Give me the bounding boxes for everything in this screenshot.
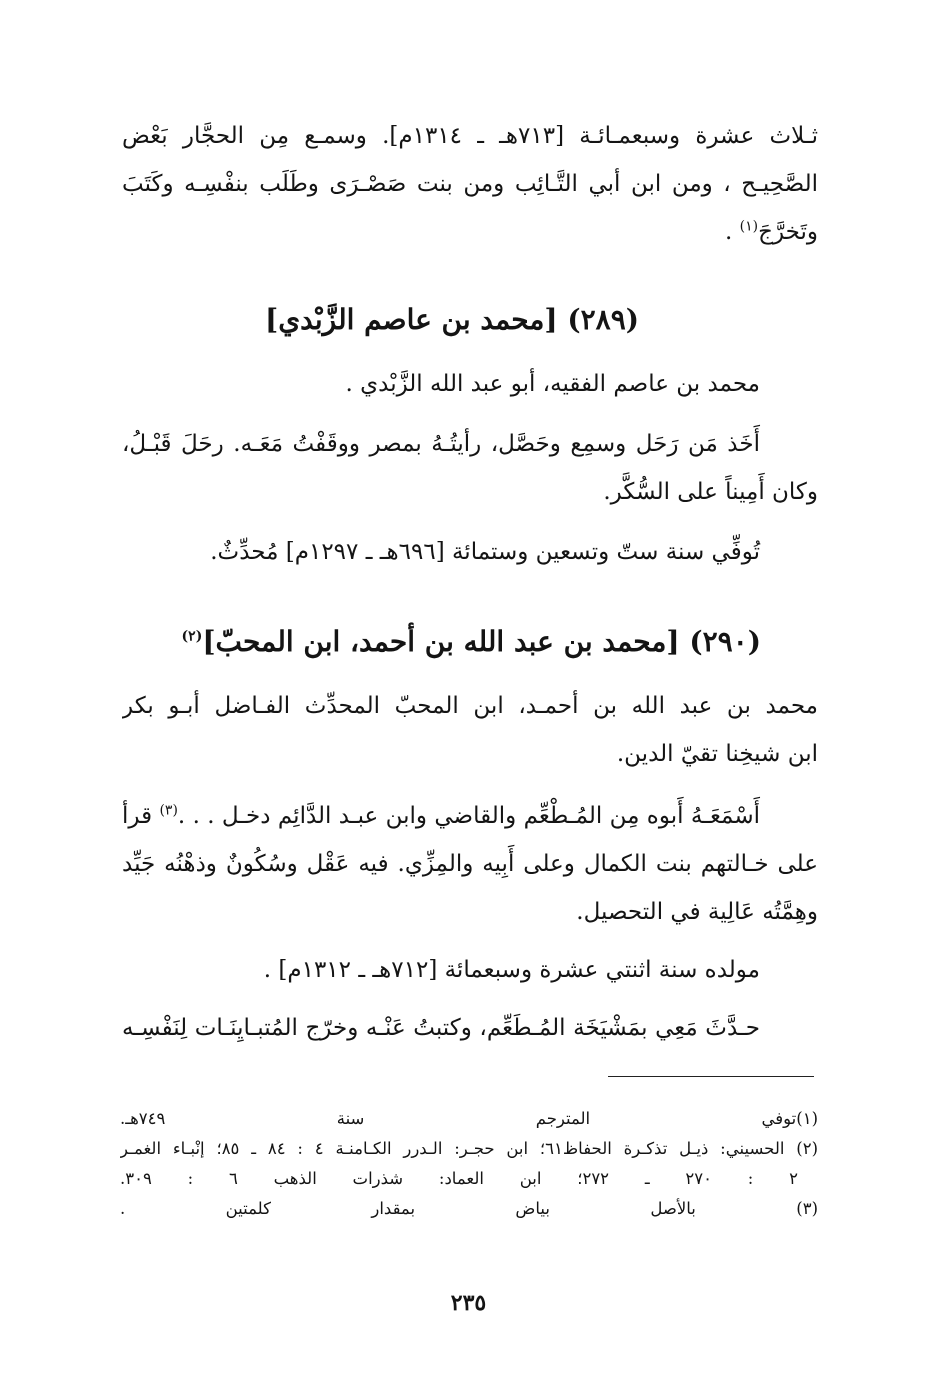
footnote-marker: (١)	[739, 218, 759, 235]
heading-text: (٢٩٠) [محمد بن عبد الله بن أحمد، ابن المحبّ]	[202, 625, 761, 658]
footnote-2-line-1: (٢) الحسيني: ذيـل تذكـرة الحفاظ٦١؛ ابن حجـر: الـدرر الكـامنـة ٤ : ٨٤ ـ ٨٥؛ إنْبـاء الغمـر	[120, 1139, 818, 1158]
footnote-2-line-2: ٢ : ٢٧٠ ـ ٢٧٢؛ ابن العماد: شذرات الذهب ٦ : ٣٠٩.	[120, 1169, 798, 1188]
text-line: وهِمَّتُه عَالِية في التحصيل.	[576, 899, 818, 925]
text-line: أَخَذ مَن رَحَل وسمِع وحَصَّل، رأيتُـهُ بمصر ووقَفْتُ مَعَـه. رحَلَ قَبْـلُ،	[122, 431, 760, 457]
text-line	[122, 208, 818, 256]
footnote-1: (١)توفي المترجم سنة ٧٤٩هـ.	[120, 1109, 818, 1128]
footnote-3: (٣) بالأصل بياض بمقدار كلمتين .	[120, 1199, 818, 1218]
entry-290-paragraph-1	[122, 682, 818, 778]
text-fragment: أَسْمَعَـهُ أَبوه مِن المُـطْعِّم والقاضي وابن عبـد الدَّائِم دخـل . . .	[177, 803, 760, 829]
text-fragment: قرأ	[122, 803, 160, 829]
text-line: الصَّحِيـح ، ومن ابن أبي التَّـائِب ومن بنت صَصْـرَى وطَلَب بنفْسِـه وكَتَبَ	[122, 171, 818, 197]
entry-289-heading: (٢٨٩) [محمد بن عاصم الزَّبْدي]	[265, 303, 639, 336]
entry-290-paragraph-2	[122, 792, 818, 936]
text-line: تُوفِّي سنة ستّ وتسعين وستمائة [٦٩٦هـ ـ ١٢٩٧م] مُحدِّثٌ.	[210, 539, 760, 565]
text-line	[122, 792, 818, 840]
intro-paragraph	[122, 112, 818, 256]
page-number: ٢٣٥	[450, 1290, 487, 1316]
entry-290-heading	[182, 620, 761, 664]
entry-289-body	[122, 360, 818, 408]
entry-289-paragraph	[122, 420, 818, 516]
text-line: ثـلاث عشرة وسبعمـائـة [٧١٣هـ ـ ١٣١٤م]. وسمـع مِن الحجَّار بَعْض	[122, 123, 818, 149]
entry-290-paragraph-4	[122, 1004, 818, 1052]
footnote-separator	[608, 1076, 814, 1077]
text-line: ابن شيخِنا تقيّ الدين.	[616, 741, 818, 767]
text-line: وكان أَمِيناً على السُّكَّر.	[603, 479, 818, 505]
text-line: مولده سنة اثنتي عشرة وسبعمائة [٧١٢هـ ـ ١٣١٢م] .	[263, 957, 760, 983]
text-fragment: .	[725, 219, 740, 245]
footnote-marker: (٣)	[159, 802, 178, 819]
text-line: حـدَّثَ مَعِي بمَشْيَخَة المُـطَعِّم، وكتبتُ عَنْـه وخرّج المُتبـايِنَـات لِنَفْسِـه	[122, 1015, 760, 1041]
text-line: محمد بن عاصم الفقيه، أبو عبد الله الزَّبْدي .	[345, 371, 760, 397]
footnote-marker: (٢)	[181, 628, 203, 645]
text-line: على خـالتهم بنت الكمال وعلى أَبِيه والمِزِّي. فيه عَقْل وسُكُونٌ وذهْنُه جَيِّد	[122, 851, 818, 877]
entry-289-death	[122, 528, 818, 576]
text-fragment: وتَخرَّجَ	[758, 219, 818, 245]
entry-290-birth	[122, 946, 818, 994]
text-line: محمد بن عبد الله بن أحمـد، ابن المحبّ المحدِّث الفـاضل أبـو بكر	[122, 693, 818, 719]
footnotes	[120, 1104, 818, 1224]
